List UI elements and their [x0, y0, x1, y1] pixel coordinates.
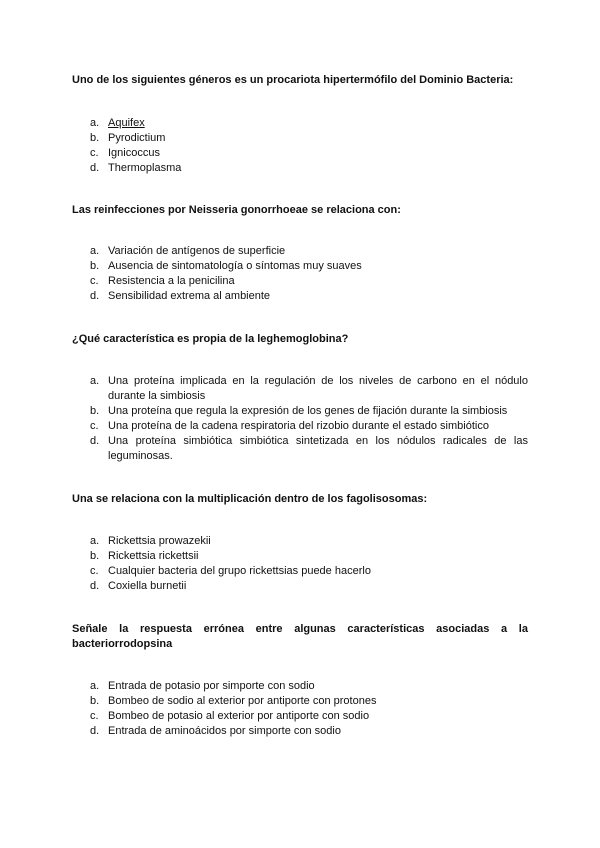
question-3	[72, 332, 528, 462]
option-text: Una proteína que regula la expresión de los genes de fijación durante la simbiosis	[108, 405, 508, 417]
question-5	[72, 622, 528, 737]
option-letter: c.	[90, 565, 99, 577]
option-letter: d.	[90, 725, 100, 737]
option-letter: c.	[90, 710, 99, 722]
question-1-text: Uno de los siguientes géneros es un procariota hipertermófilo del Dominio Bacteria:	[72, 74, 514, 86]
option-1b	[72, 131, 528, 146]
option-text: Una proteína simbiótica simbiótica sintetizada en los nódulos radicales de las leguminosas.	[108, 435, 528, 462]
option-text: Bombeo de sodio al exterior por antiporte con protones	[108, 695, 377, 707]
option-letter: a.	[90, 245, 100, 257]
option-3b	[72, 404, 528, 419]
option-letter: d.	[90, 580, 100, 592]
question-2-text: Las reinfecciones por Neisseria gonorrhoeae se relaciona con:	[72, 204, 401, 216]
option-5a	[72, 679, 528, 694]
option-2c	[72, 274, 528, 289]
question-5-options	[72, 679, 528, 739]
option-text: Coxiella burnetii	[108, 580, 187, 592]
option-text: Ausencia de sintomatología o síntomas muy suaves	[108, 260, 362, 272]
option-text: Sensibilidad extrema al ambiente	[108, 290, 271, 302]
option-letter: d.	[90, 290, 100, 302]
option-3c	[72, 419, 528, 434]
question-4-options	[72, 534, 528, 594]
option-2d	[72, 289, 528, 304]
question-2-options	[72, 244, 528, 304]
option-2b	[72, 259, 528, 274]
question-1-options	[72, 116, 528, 176]
option-text: Una proteína implicada en la regulación de los niveles de carbono en el nódulo durante la simbiosis	[108, 375, 528, 402]
question-4-text: Una se relaciona con la multiplicación dentro de los fagolisosomas:	[72, 493, 428, 505]
option-text: Variación de antígenos de superficie	[108, 245, 286, 257]
option-letter: b.	[90, 405, 100, 417]
option-text: Rickettsia prowazekii	[108, 535, 211, 547]
option-letter: c.	[90, 420, 99, 432]
option-text: Bombeo de potasio al exterior por antiporte con sodio	[108, 710, 370, 722]
question-2	[72, 203, 528, 302]
option-letter: d.	[90, 162, 100, 174]
option-letter: a.	[90, 535, 100, 547]
question-4	[72, 492, 528, 592]
option-letter: b.	[90, 550, 100, 562]
option-text: Ignicoccus	[108, 147, 160, 159]
question-5-text: Señale la respuesta errónea entre algunas características asociadas a la bacteriorrodopsina	[72, 623, 528, 650]
option-text: Entrada de potasio por simporte con sodio	[108, 680, 315, 692]
option-letter: a.	[90, 375, 100, 387]
option-1c	[72, 146, 528, 161]
option-letter: b.	[90, 132, 100, 144]
option-text: Rickettsia rickettsii	[108, 550, 199, 562]
option-4c	[72, 564, 528, 579]
option-5b	[72, 694, 528, 709]
option-letter: a.	[90, 680, 100, 692]
option-text: Entrada de aminoácidos por simporte con sodio	[108, 725, 341, 737]
option-4a	[72, 534, 528, 549]
question-3-text: ¿Qué característica es propia de la leghemoglobina?	[72, 333, 349, 345]
option-text: Thermoplasma	[108, 162, 182, 174]
option-letter: c.	[90, 275, 99, 287]
option-letter: a.	[90, 117, 100, 129]
option-4d	[72, 579, 528, 594]
option-letter: d.	[90, 435, 100, 447]
option-4b	[72, 549, 528, 564]
question-1	[72, 73, 528, 174]
question-3-options	[72, 374, 528, 464]
option-letter: b.	[90, 260, 100, 272]
option-letter: b.	[90, 695, 100, 707]
option-letter: c.	[90, 147, 99, 159]
option-text: Aquifex	[108, 117, 145, 129]
option-3a	[72, 374, 528, 404]
option-3d	[72, 434, 528, 464]
option-1a	[72, 116, 528, 131]
option-2a	[72, 244, 528, 259]
option-text: Resistencia a la penicilina	[108, 275, 235, 287]
option-text: Pyrodictium	[108, 132, 166, 144]
option-1d	[72, 161, 528, 176]
option-text: Cualquier bacteria del grupo rickettsias puede hacerlo	[108, 565, 371, 577]
option-5c	[72, 709, 528, 724]
option-5d	[72, 724, 528, 739]
option-text: Una proteína de la cadena respiratoria del rizobio durante el estado simbiótico	[108, 420, 489, 432]
